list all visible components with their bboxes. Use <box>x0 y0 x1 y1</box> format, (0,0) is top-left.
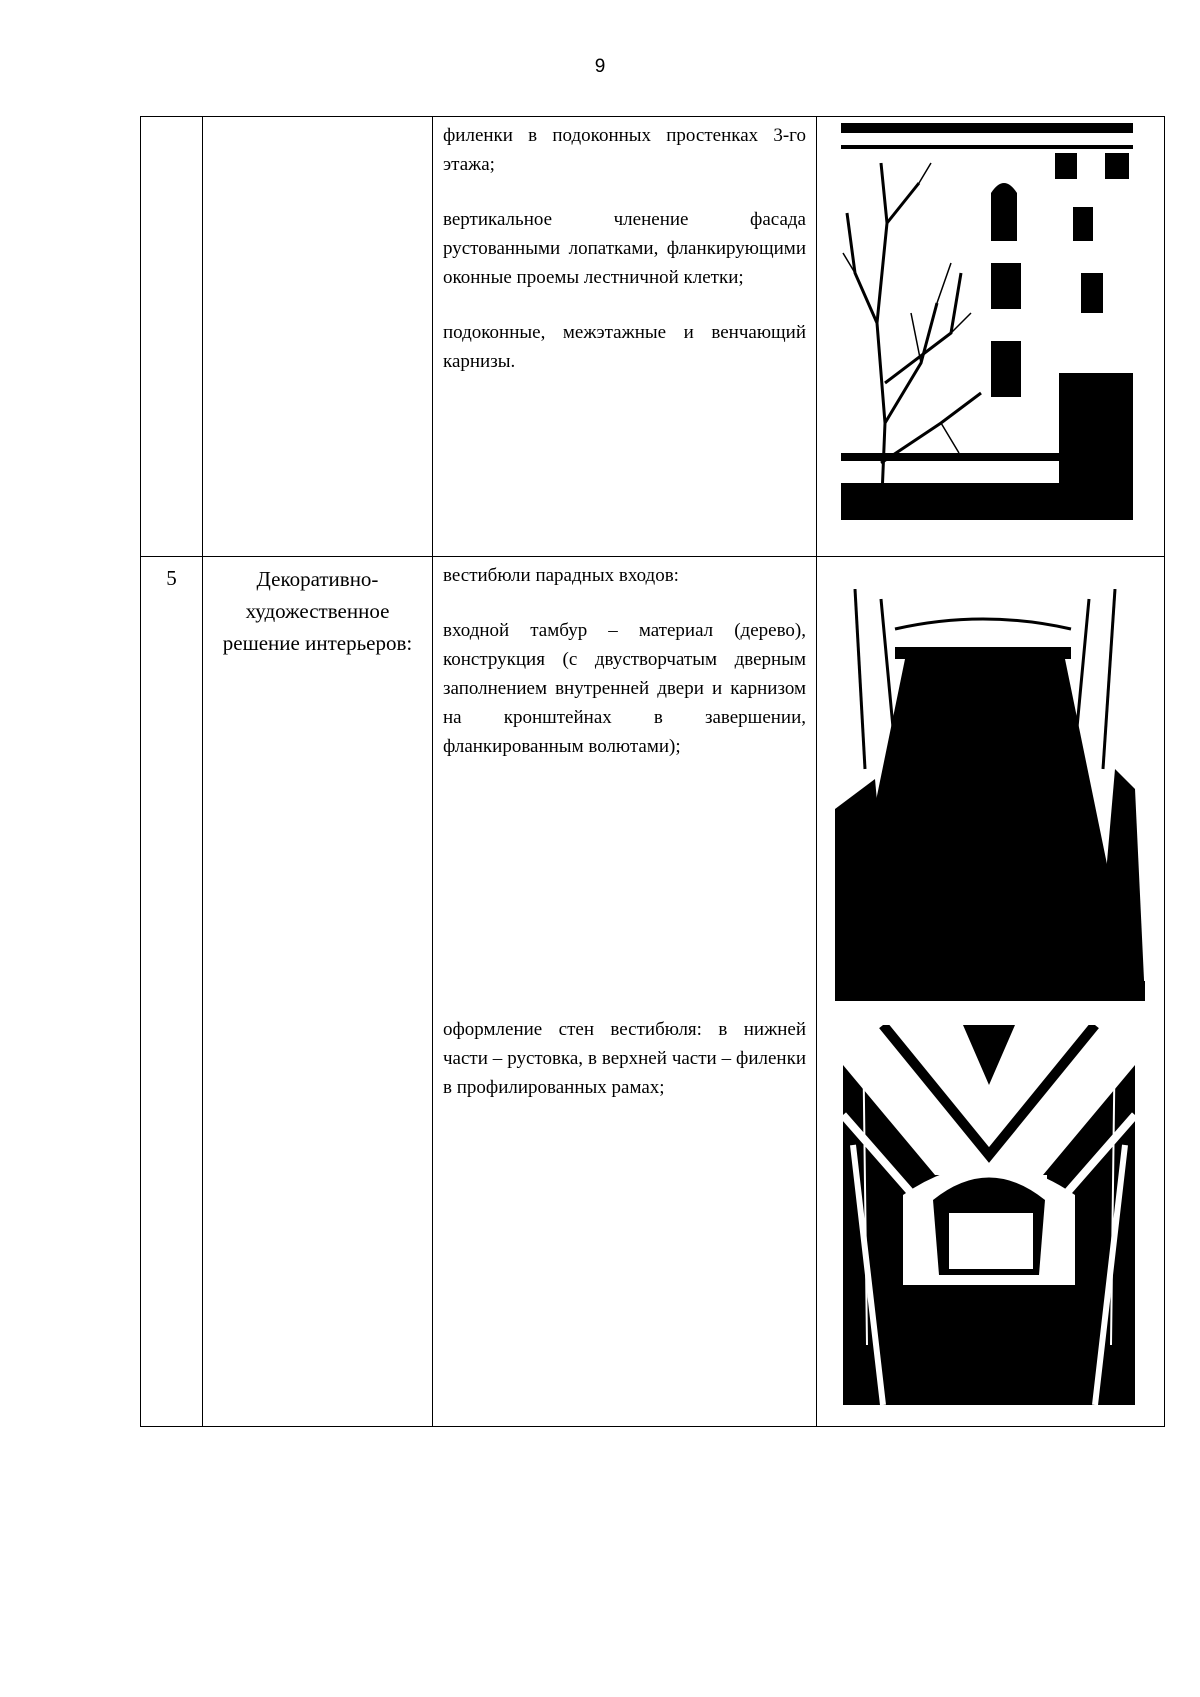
row-number-cell <box>141 117 203 557</box>
table-row <box>141 557 1165 1427</box>
heritage-table <box>140 116 1165 1427</box>
photo-cell <box>817 557 1165 1427</box>
table-row <box>141 117 1165 557</box>
vault-photo-icon <box>843 1025 1135 1405</box>
element-name: Декоративно-художественное решение интерьеров: <box>203 557 433 1427</box>
element-name-cell <box>203 117 433 557</box>
description-paragraph: подоконные, межэтажные и венчающий карнизы. <box>443 322 806 372</box>
photo-cell <box>817 117 1165 557</box>
description-cell <box>433 557 817 1427</box>
description-intro: вестибюли парадных входов: <box>443 565 679 586</box>
description-cell <box>433 117 817 557</box>
description-paragraph: входной тамбур – материал (дерево), конструкция (с двустворчатым дверным заполнением внутренней двери и карнизом на кронштейнах в завершении, фланкированным волютами); <box>443 620 806 757</box>
row-number: 5 <box>141 557 203 1427</box>
description-paragraph: филенки в подоконных простенках 3-го этажа; <box>443 125 806 175</box>
facade-photo-icon <box>841 123 1133 520</box>
description-paragraph: вертикальное членение фасада рустованными лопатками, фланкирующими оконные проемы лестничной клетки; <box>443 209 806 288</box>
description-paragraph: оформление стен вестибюля: в нижней части – рустовка, в верхней части – филенки в профилированных рамах; <box>443 1019 806 1098</box>
page-number: 9 <box>594 56 606 77</box>
vestibule-photo-icon <box>835 589 1145 1001</box>
